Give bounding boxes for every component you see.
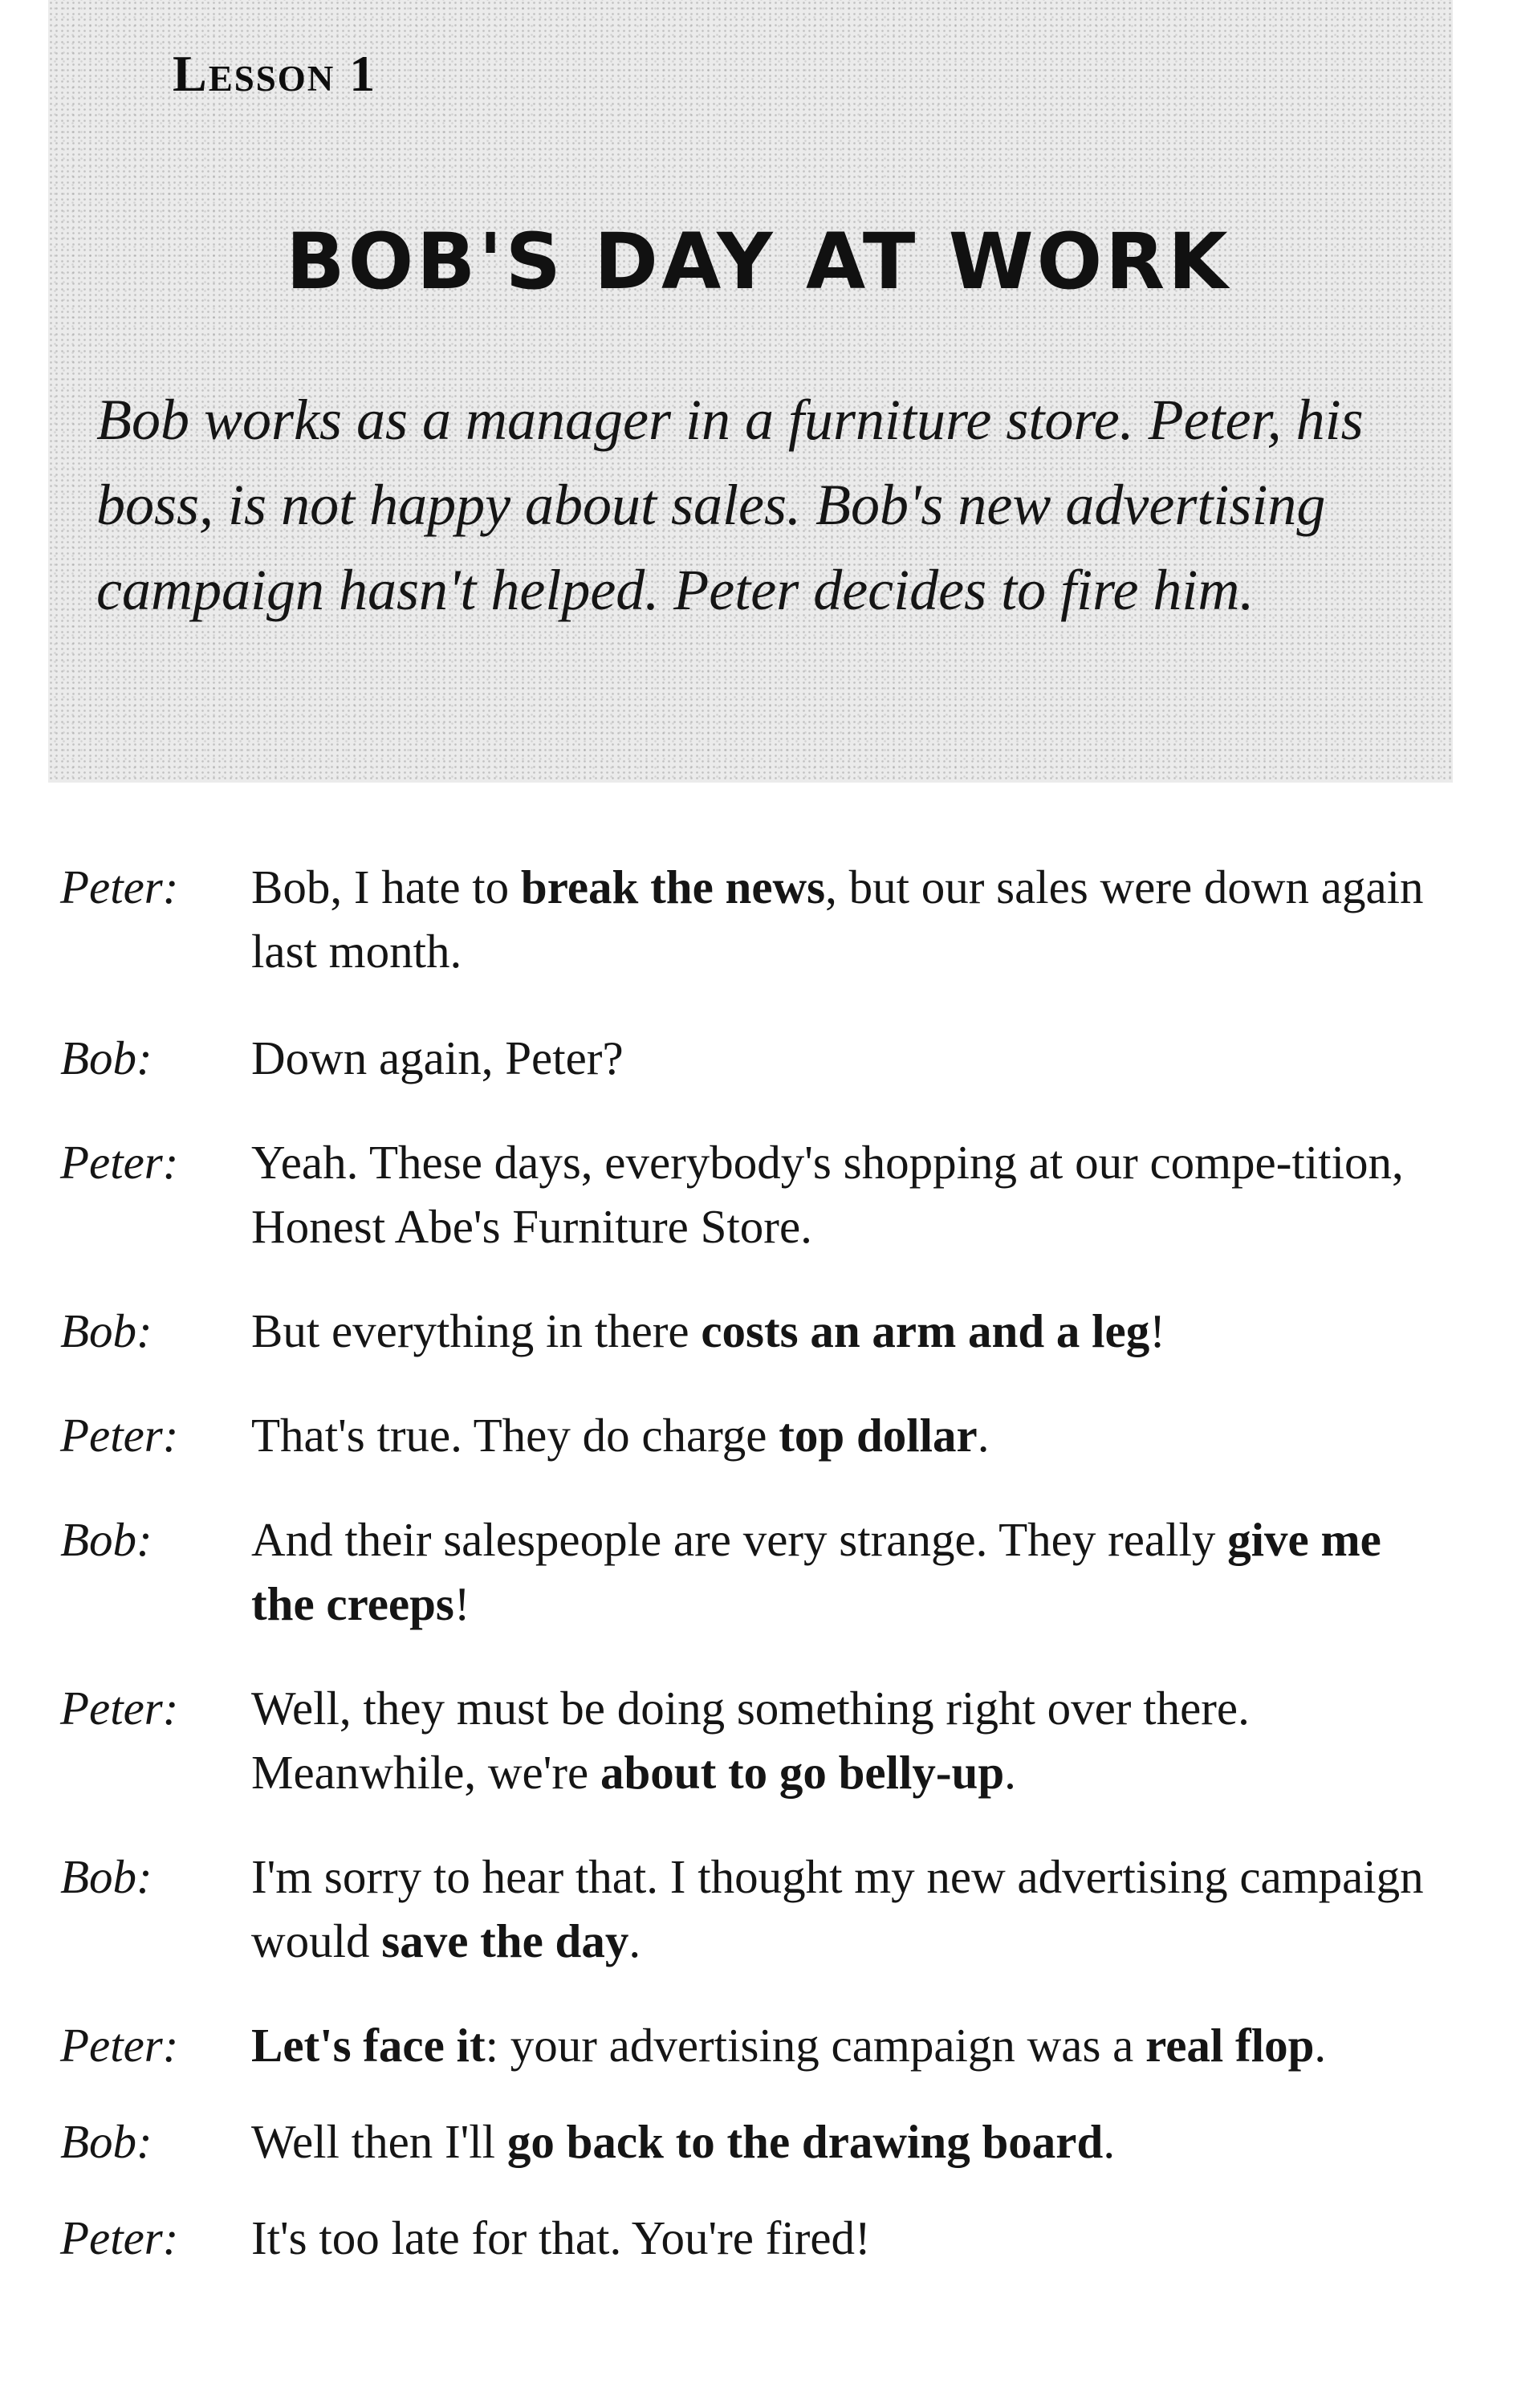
- speech-segment: !: [453, 1577, 470, 1630]
- intro-paragraph: Bob works as a manager in a furniture store. Peter, his boss, is not happy about sales. Bob's new advertising campaign hasn't helped. Peter decides to fire him.: [96, 388, 1364, 622]
- speech-segment: .: [628, 1914, 641, 1967]
- dialogue-line: [60, 2013, 1445, 2077]
- speech-text: [251, 1676, 1445, 1804]
- speech-text: [251, 1403, 1445, 1467]
- dialogue-line: [60, 1676, 1445, 1804]
- speech-text: [251, 2013, 1445, 2077]
- speech-segment: .: [977, 1409, 990, 1462]
- speech-text: [251, 1845, 1445, 1973]
- speaker-name: Peter:: [60, 1682, 179, 1735]
- speaker-name: Peter:: [60, 2019, 179, 2072]
- dialogue-line: [60, 1507, 1445, 1636]
- speaker-name: Bob:: [60, 1513, 153, 1566]
- dialogue-line: [60, 1403, 1445, 1467]
- speech-text: [251, 1130, 1445, 1259]
- idiom-phrase: real flop: [1145, 2019, 1315, 2072]
- speaker-name: Peter:: [60, 1136, 179, 1189]
- speech-text: [251, 2109, 1445, 2174]
- dialogue-line: [60, 1026, 1445, 1090]
- speech-segment: I'm sorry to hear that. I thought my new advertising campaign would: [251, 1850, 1424, 1967]
- story-title: BOB'S DAY AT WORK: [286, 217, 1231, 307]
- dialogue: [60, 855, 1445, 2270]
- speech-segment: .: [1314, 2019, 1327, 2072]
- speech-text: [251, 1026, 1445, 1090]
- dialogue-line: [60, 1130, 1445, 1259]
- dialogue-line: [60, 1845, 1445, 1973]
- idiom-phrase: costs an arm and a leg: [701, 1304, 1150, 1357]
- speaker-name: Bob:: [60, 1850, 153, 1903]
- speech-segment: : your advertising campaign was a: [485, 2019, 1146, 2072]
- speech-text: [251, 2206, 1445, 2270]
- speaker-name: Bob:: [60, 1304, 153, 1357]
- idiom-phrase: top dollar: [779, 1409, 978, 1462]
- speech-segment: Down again, Peter?: [251, 1031, 624, 1084]
- dialogue-line: [60, 2109, 1445, 2174]
- speaker-name: Bob:: [60, 1031, 153, 1084]
- speech-text: [251, 855, 1445, 983]
- speech-segment: .: [1004, 1746, 1016, 1799]
- speaker-name: Peter:: [60, 2211, 179, 2264]
- speaker-name: Peter:: [60, 860, 179, 913]
- speech-segment: And their salespeople are very strange. They really: [251, 1513, 1228, 1566]
- idiom-phrase: save the day: [381, 1914, 629, 1967]
- lesson-label: Lesson 1: [173, 45, 377, 102]
- speech-segment: That's true. They do charge: [251, 1409, 779, 1462]
- speech-segment: Well, they must be doing something right over there. Meanwhile, we're: [251, 1682, 1250, 1799]
- idiom-phrase: give me the creeps: [251, 1513, 1381, 1630]
- speech-segment: !: [1149, 1304, 1165, 1357]
- dialogue-line: [60, 1299, 1445, 1363]
- speech-segment: , but our sales were down again last month.: [251, 860, 1424, 978]
- idiom-phrase: go back to the drawing board: [506, 2115, 1104, 2168]
- speech-segment: It's too late for that. You're fired!: [251, 2211, 871, 2264]
- idiom-phrase: Let's face it: [251, 2019, 486, 2072]
- speaker-name: Peter:: [60, 1409, 179, 1462]
- speech-segment: Well then I'll: [251, 2115, 507, 2168]
- speech-segment: .: [1103, 2115, 1116, 2168]
- idiom-phrase: break the news: [520, 860, 826, 913]
- speech-text: [251, 1507, 1445, 1636]
- speech-segment: But everything in there: [251, 1304, 702, 1357]
- dialogue-line: [60, 2206, 1445, 2270]
- idiom-phrase: about to go belly-up: [600, 1746, 1005, 1799]
- speech-segment: Yeah. These days, everybody's shopping at our compe-tition, Honest Abe's Furniture Store.: [251, 1136, 1404, 1253]
- dialogue-line: [60, 855, 1445, 983]
- speech-segment: Bob, I hate to: [251, 860, 521, 913]
- speech-text: [251, 1299, 1445, 1363]
- speaker-name: Bob:: [60, 2115, 153, 2168]
